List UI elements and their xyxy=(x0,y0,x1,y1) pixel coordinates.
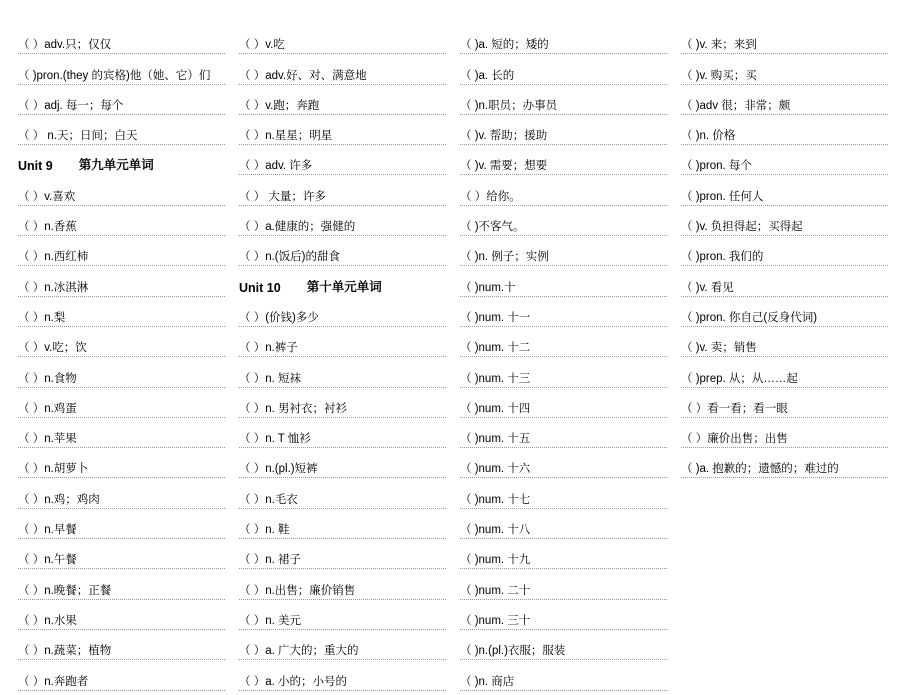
list-item[interactable]: （ )n. 商店 xyxy=(460,664,667,694)
list-item[interactable]: （ ）adv.只；仅仅 xyxy=(18,28,225,58)
list-item[interactable]: （ ）adv.好、对、满意地 xyxy=(239,58,446,88)
list-item[interactable]: （ )n.(pl.)衣服；服装 xyxy=(460,634,667,664)
unit-heading-10 xyxy=(239,270,446,300)
list-item[interactable]: （ ）n. 裙子 xyxy=(239,543,446,573)
list-item[interactable]: （ ）a. 广大的；重大的 xyxy=(239,634,446,664)
list-item[interactable]: （ )num. 十八 xyxy=(460,513,667,543)
unit-number: Unit 9 xyxy=(18,159,53,174)
column-2 xyxy=(239,28,460,688)
list-item[interactable]: （ ）看一看；看一眼 xyxy=(681,392,888,422)
list-item[interactable]: （ )a. 抱歉的；遗憾的；难过的 xyxy=(681,452,888,482)
list-item[interactable]: （ )num. 十二 xyxy=(460,331,667,361)
list-item[interactable]: （ ）n. 鞋 xyxy=(239,513,446,543)
list-item[interactable]: （ )num. 二十 xyxy=(460,573,667,603)
unit-label: 第十单元单词 xyxy=(306,279,382,294)
list-item[interactable]: （ ）n. 男衬衣；衬衫 xyxy=(239,392,446,422)
list-item[interactable]: （ )num. 十四 xyxy=(460,392,667,422)
list-item[interactable]: （ ）n.早餐 xyxy=(18,513,225,543)
list-item[interactable]: （ )num. 十一 xyxy=(460,301,667,331)
list-item[interactable]: （ )adv 很；非常；颇 xyxy=(681,89,888,119)
column-1 xyxy=(18,28,239,688)
list-item[interactable]: （ ）n.奔跑者 xyxy=(18,664,225,694)
list-item[interactable]: （ )v. 帮助；援助 xyxy=(460,119,667,149)
list-item[interactable]: （ )v. 看见 xyxy=(681,270,888,300)
list-item[interactable]: （ ） n.天；日间；白天 xyxy=(18,119,225,149)
column-4 xyxy=(681,28,902,641)
list-item[interactable]: （ ）n.出售；廉价销售 xyxy=(239,573,446,603)
list-item[interactable]: （ )a. 长的 xyxy=(460,58,667,88)
list-item[interactable]: （ )v. 来；来到 xyxy=(681,28,888,58)
list-item[interactable]: （ )num. 十三 xyxy=(460,361,667,391)
list-item[interactable]: （ ）n.香蕉 xyxy=(18,210,225,240)
list-item[interactable]: （ )v. 卖；销售 xyxy=(681,331,888,361)
list-item[interactable]: （ ）n.毛衣 xyxy=(239,482,446,512)
list-item[interactable]: （ ）n.胡萝卜 xyxy=(18,452,225,482)
list-item[interactable]: （ ）n. 美元 xyxy=(239,604,446,634)
column-3 xyxy=(460,28,681,688)
list-item[interactable]: （ ）v.吃 xyxy=(239,28,446,58)
list-item[interactable]: （ )num.十 xyxy=(460,270,667,300)
list-item[interactable]: （ ）adj. 每一；每个 xyxy=(18,89,225,119)
list-item[interactable]: （ ）n.冰淇淋 xyxy=(18,270,225,300)
list-item[interactable]: （ ）a.健康的；强健的 xyxy=(239,210,446,240)
list-item[interactable]: （ ）v.喜欢 xyxy=(18,179,225,209)
list-item[interactable]: （ ）n.西红柿 xyxy=(18,240,225,270)
list-item[interactable]: （ ）n.裤子 xyxy=(239,331,446,361)
list-item[interactable]: （ ）n.鸡；鸡肉 xyxy=(18,482,225,512)
list-item[interactable]: （ )a. 短的；矮的 xyxy=(460,28,667,58)
list-item[interactable]: （ ）n. 短袜 xyxy=(239,361,446,391)
list-item[interactable]: （ ）n.水果 xyxy=(18,604,225,634)
list-item[interactable]: （ ）v.吃；饮 xyxy=(18,331,225,361)
list-item[interactable]: （ )不客气。 xyxy=(460,210,667,240)
list-item[interactable]: （ )pron. 任何人 xyxy=(681,179,888,209)
columns-container xyxy=(18,28,902,688)
list-item[interactable]: （ )n. 价格 xyxy=(681,119,888,149)
list-item[interactable]: （ ）n. T 恤衫 xyxy=(239,422,446,452)
unit-number: Unit 10 xyxy=(239,280,281,295)
list-item[interactable]: （ )num. 十七 xyxy=(460,482,667,512)
list-item[interactable]: （ ）n.苹果 xyxy=(18,422,225,452)
list-item[interactable]: （ ）(价钱)多少 xyxy=(239,301,446,331)
list-item[interactable]: （ )num. 三十 xyxy=(460,604,667,634)
list-item[interactable]: （ ）n.星星；明星 xyxy=(239,119,446,149)
list-item[interactable]: （ ）n.鸡蛋 xyxy=(18,392,225,422)
list-item[interactable]: （ )pron. 你自己(反身代词) xyxy=(681,301,888,331)
list-item[interactable]: （ )n. 例子；实例 xyxy=(460,240,667,270)
unit-label: 第九单元单词 xyxy=(78,158,154,173)
list-item[interactable]: （ ） 大量；许多 xyxy=(239,179,446,209)
list-item[interactable]: （ )pron.(they 的宾格)他（她、它）们 xyxy=(18,58,225,88)
list-item[interactable]: （ ）廉价出售；出售 xyxy=(681,422,888,452)
list-item[interactable]: （ )v. 需要；想要 xyxy=(460,149,667,179)
list-item[interactable]: （ )v. 负担得起；买得起 xyxy=(681,210,888,240)
list-item[interactable]: （ )pron. 每个 xyxy=(681,149,888,179)
list-item[interactable]: （ )num. 十六 xyxy=(460,452,667,482)
list-item[interactable]: （ )n.职员；办事员 xyxy=(460,89,667,119)
list-item[interactable]: （ ）n.(pl.)短裤 xyxy=(239,452,446,482)
unit-heading-9 xyxy=(18,149,225,179)
list-item[interactable]: （ ）n.梨 xyxy=(18,301,225,331)
list-item[interactable]: （ )num. 十九 xyxy=(460,543,667,573)
list-item[interactable]: （ )prep. 从；从……起 xyxy=(681,361,888,391)
list-item[interactable]: （ )v. 购买；买 xyxy=(681,58,888,88)
list-item[interactable]: （ ）n.(饭后)的甜食 xyxy=(239,240,446,270)
list-item[interactable]: （ ）adv. 许多 xyxy=(239,149,446,179)
list-item[interactable]: （ )pron. 我们的 xyxy=(681,240,888,270)
list-item[interactable]: （ ）n.食物 xyxy=(18,361,225,391)
list-item[interactable]: （ ）v.跑；奔跑 xyxy=(239,89,446,119)
list-item[interactable]: （ ）n.蔬菜；植物 xyxy=(18,634,225,664)
list-item[interactable]: （ ）a. 小的；小号的 xyxy=(239,664,446,694)
list-item[interactable]: （ ）给你。 xyxy=(460,179,667,209)
list-item[interactable]: （ ）n.午餐 xyxy=(18,543,225,573)
list-item[interactable]: （ ）n.晚餐；正餐 xyxy=(18,573,225,603)
list-item[interactable]: （ )num. 十五 xyxy=(460,422,667,452)
